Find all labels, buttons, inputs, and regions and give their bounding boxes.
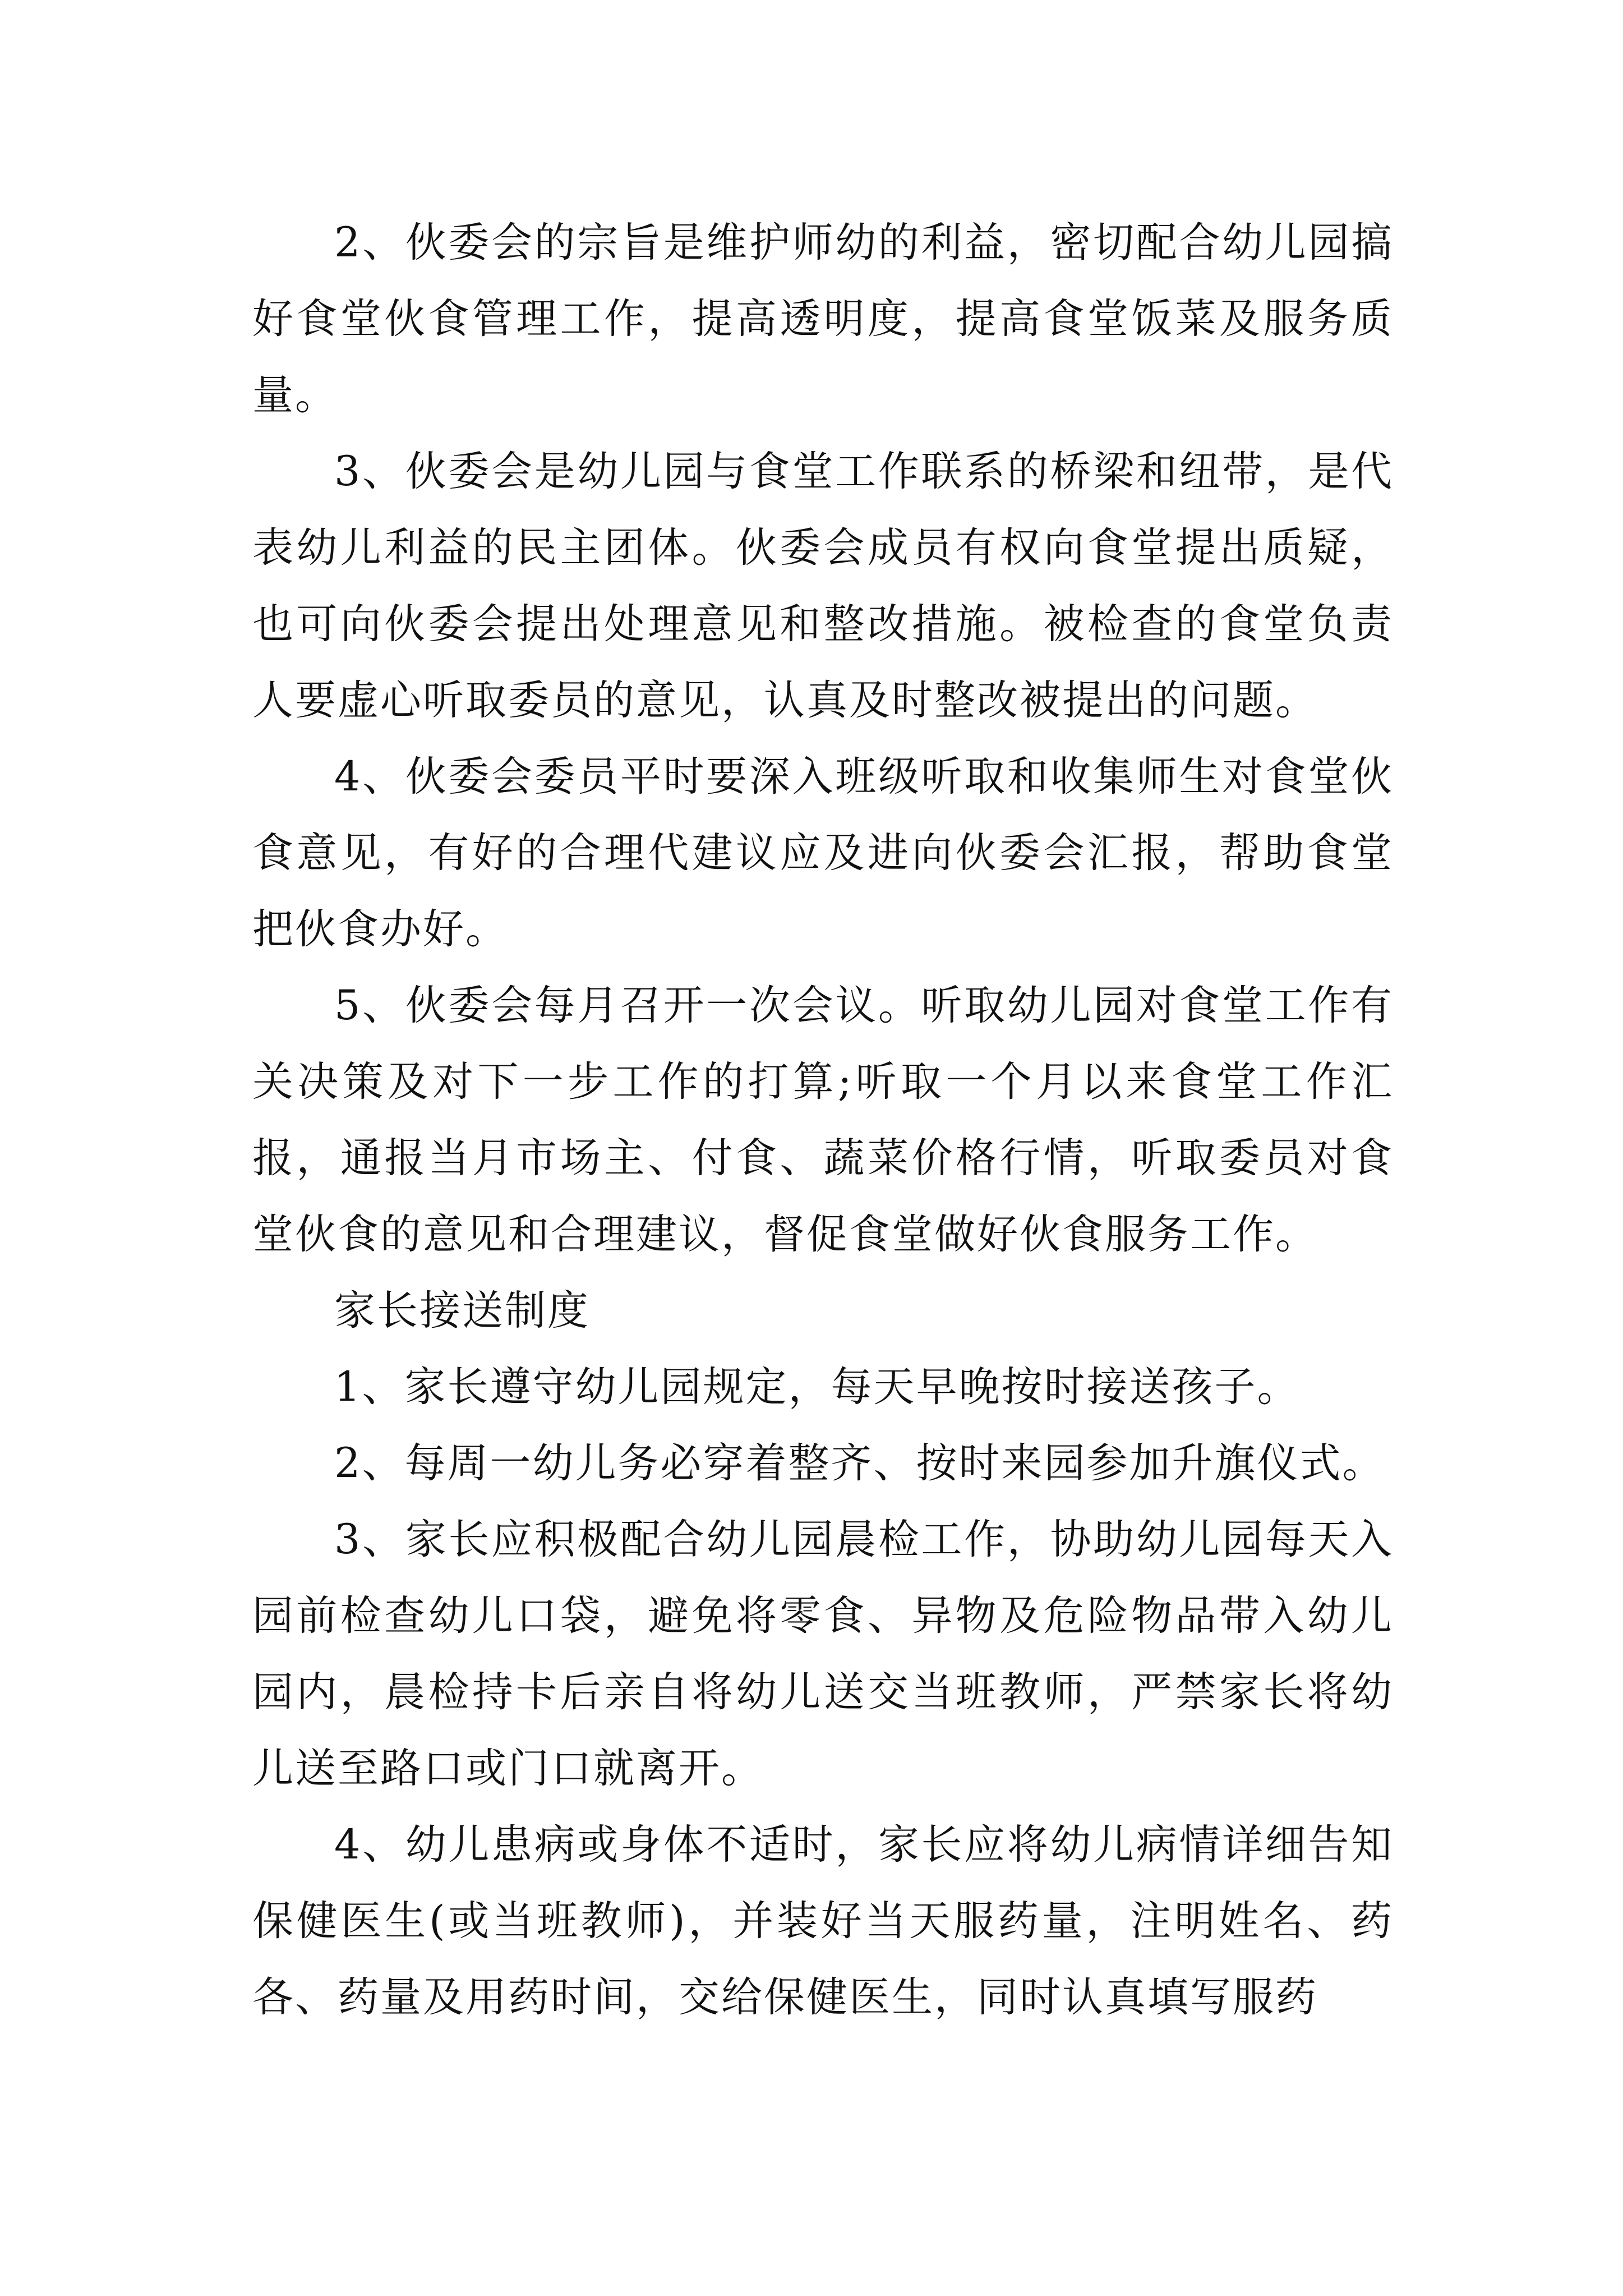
paragraph-committee-meetings: 5、伙委会每月召开一次会议。听取幼儿园对食堂工作有关决策及对下一步工作的打算;听取一个月以来食堂工作汇报，通报当月市场主、付食、蔬菜价格行情，听取委员对食堂伙食的意见和合理建议，督促食堂做好伙食服务工作。 [252, 982, 1394, 1258]
paragraph-pickup-rule-3: 3、家长应积极配合幼儿园晨检工作，协助幼儿园每天入园前检查幼儿口袋，避免将零食、异物及危险物品带入幼儿园内，晨检持卡后亲自将幼儿送交当班教师，严禁家长将幼儿送至路口或门口就离开。 [252, 1516, 1394, 1792]
paragraph-committee-members: 4、伙委会委员平时要深入班级听取和收集师生对食堂伙食意见，有好的合理代建议应及进向伙委会汇报，帮助食堂把伙食办好。 [252, 753, 1394, 953]
paragraph-committee-purpose: 2、伙委会的宗旨是维护师幼的利益，密切配合幼儿园搞好食堂伙食管理工作，提高透明度，提高食堂饭菜及服务质量。 [252, 219, 1394, 419]
paragraph-pickup-rule-1: 1、家长遵守幼儿园规定，每天早晚按时接送孩子。 [334, 1363, 1300, 1411]
section-heading-pickup-policy: 家长接送制度 [334, 1287, 590, 1335]
paragraph-pickup-rule-4: 4、幼儿患病或身体不适时，家长应将幼儿病情详细告知保健医生(或当班教师)，并装好当天服药量，注明姓名、药各、药量及用药时间，交给保健医生，同时认真填写服药 [252, 1821, 1394, 2021]
document-body [252, 205, 1394, 2036]
paragraph-pickup-rule-2: 2、每周一幼儿务必穿着整齐、按时来园参加升旗仪式。 [334, 1439, 1385, 1487]
paragraph-committee-role: 3、伙委会是幼儿园与食堂工作联系的桥梁和纽带，是代表幼儿利益的民主团体。伙委会成员有权向食堂提出质疑，也可向伙委会提出处理意见和整改措施。被检查的食堂负责人要虚心听取委员的意见，认真及时整改被提出的问题。 [252, 448, 1394, 724]
